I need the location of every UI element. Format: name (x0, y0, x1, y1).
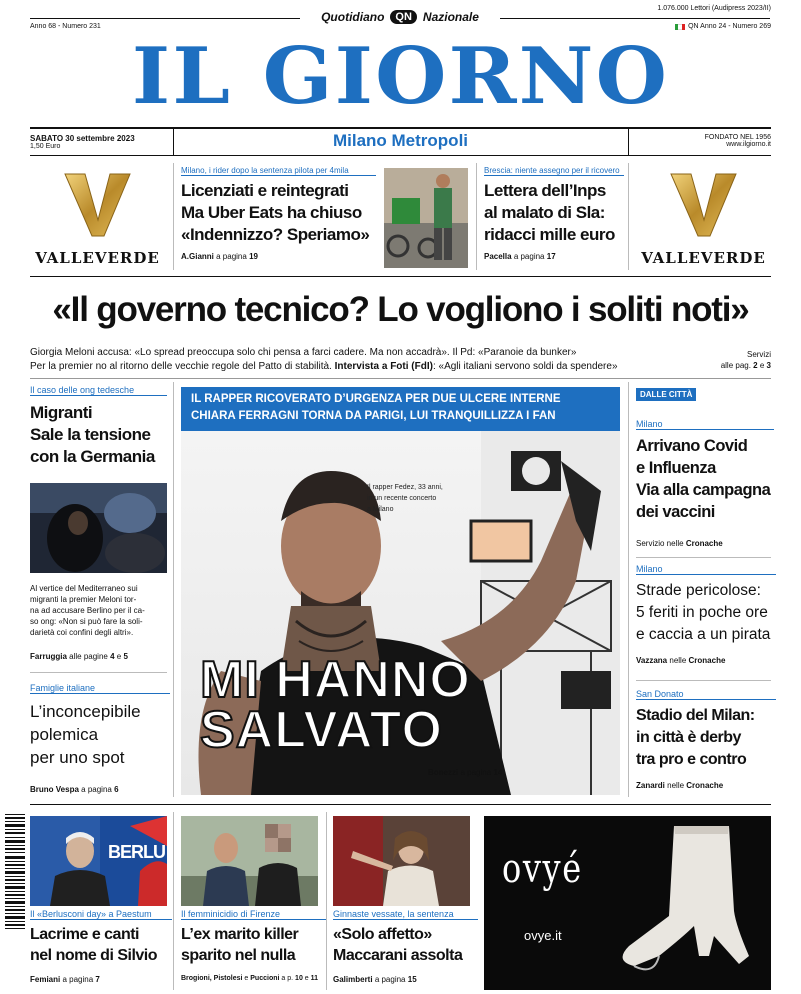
covid-byline: Servizio nelle Cronache (636, 539, 723, 548)
spot-headline: L’inconcepibile polemica per uno spot (30, 702, 141, 767)
lead-sub1: Giorgia Meloni accusa: «Lo spread preoccupa solo chi pensa a farci cadere. Ma non accadrà». Il Pd: «Paranoie da bunker» (30, 347, 577, 358)
strade-story[interactable] (636, 564, 776, 665)
migranti-byline: Farruggia alle pagine 4 e 5 (30, 652, 128, 661)
stadio-kicker: San Donato (636, 689, 776, 700)
berlusconi-kicker: Il «Berlusconi day» a Paestum (30, 909, 172, 920)
berlusconi-photo (30, 816, 167, 906)
top-story-inps[interactable] (484, 166, 624, 261)
quotidiano-label: Quotidiano (321, 10, 385, 24)
valleverde-ad-left[interactable] (30, 168, 165, 268)
spot-kicker: Famiglie italiane (30, 683, 170, 694)
ginnaste-kicker: Ginnaste vessate, la sentenza (333, 909, 478, 920)
femminicidio-byline: Brogioni, Pistolesi e Puccioni a p. 10 e 11 (181, 975, 319, 982)
femminicidio-kicker: Il femminicidio di Firenze (181, 909, 326, 920)
qn-logo: QN (390, 10, 417, 24)
berlusconi-photo-text: BERLU (108, 842, 165, 862)
lead-servizi: Servizi alle pag. 2 e 3 (720, 350, 771, 370)
ovye-brand: ovyé (502, 846, 583, 892)
story-byline: A.Gianni a pagina 19 (181, 252, 258, 261)
lead-headline[interactable]: «Il governo tecnico? Lo vogliono i soliti noti» (52, 290, 749, 329)
covid-headline: Arrivano Covid e Influenza Via alla campagna dei vaccini (636, 437, 771, 521)
ovye-ad[interactable] (484, 816, 771, 990)
section-title: Milano Metropoli (332, 131, 469, 150)
story-kicker: Milano, i rider dopo la sentenza pilota per 4mila (181, 166, 376, 176)
migranti-kicker: Il caso delle ong tedesche (30, 385, 167, 396)
femminicidio-headline: L’ex marito killer sparito nel nulla (181, 926, 299, 964)
boot-illustration (484, 816, 771, 990)
ginnaste-story[interactable] (333, 909, 478, 984)
masthead-top (0, 0, 801, 30)
valleverde-v-logo-icon (636, 168, 771, 240)
date-line (30, 134, 135, 150)
qn-bar (300, 8, 500, 26)
berlusconi-byline: Femiani a pagina 7 (30, 975, 100, 984)
dalle-citta-label: DALLE CITTÀ (636, 388, 696, 401)
stadio-story[interactable] (636, 689, 776, 790)
migranti-headline[interactable]: Migranti Sale la tensione con la Germania (30, 403, 155, 466)
anno-left: Anno 68 - Numero 231 (30, 23, 101, 30)
migranti-body: Al vertice del Mediterraneo sui migranti la premier Meloni tor- na ad accusare Berlino per il ca- so ong: «Non si può fare la soli- darietà coi confini degli altri». (30, 584, 145, 637)
italy-flag-icon (675, 24, 685, 30)
strade-byline: Vazzana nelle Cronache (636, 656, 726, 665)
story-kicker: Brescia: niente assegno per il ricovero (484, 166, 624, 176)
story-headline: Lettera dell’Inps al malato di Sla: ridacci mille euro (484, 181, 615, 244)
berlusconi-headline: Lacrime e canti nel nome di Silvio (30, 926, 158, 964)
valleverde-left-label: VALLEVERDE (35, 249, 160, 267)
covid-story[interactable] (636, 419, 774, 548)
founded: FONDATO NEL 1956 (704, 134, 771, 141)
newspaper-title: IL GIORNO (131, 31, 670, 122)
website-link[interactable]: www.ilgiorno.it (726, 141, 771, 148)
spot-story[interactable] (30, 683, 170, 794)
strade-headline: Strade pericolose: 5 feriti in poche ore e caccia a un pirata (636, 582, 771, 643)
fedez-byline: Bonezzi a pagina 14 (428, 768, 503, 777)
fedez-banner: IL RAPPER RICOVERATO D’URGENZA PER DUE ULCERE INTERNE CHIARA FERRAGNI TORNA DA PARIGI, LUI TRANQUILLIZZA I FAN (181, 387, 620, 431)
stadio-headline: Stadio del Milan: in città è derby tra pro e contro (636, 707, 755, 768)
ovye-url[interactable]: ovye.it (524, 928, 562, 943)
story-headline: Licenziati e reintegrati Ma Uber Eats ha chiuso «Indennizzo? Speriamo» (181, 181, 370, 244)
valleverde-right-label: VALLEVERDE (641, 249, 766, 267)
issue-date: SABATO 30 settembre 2023 (30, 134, 135, 143)
fedez-big-title: MI HANNO SALVATO (200, 651, 471, 759)
stadio-byline: Zanardi nelle Cronache (636, 781, 724, 790)
valleverde-v-logo-icon (30, 168, 165, 240)
lettori: 1.076.000 Lettori (Audipress 2023/II) (657, 5, 771, 12)
nazionale-label: Nazionale (422, 10, 479, 24)
strade-kicker: Milano (636, 564, 776, 575)
issue-price: 1,50 Euro (30, 143, 61, 150)
ginnaste-photo (333, 816, 470, 906)
spot-byline: Bruno Vespa a pagina 6 (30, 785, 119, 794)
covid-kicker: Milano (636, 419, 774, 430)
anno-right: QN Anno 24 - Numero 269 (675, 22, 771, 32)
lead-sub2: Per la premier no al ritorno delle vecchie regole del Patto di stabilità. Intervista a Foti (FdI): «Agli italiani servono soldi da spendere» (30, 361, 618, 372)
story-byline: Pacella a pagina 17 (484, 252, 556, 261)
femminicidio-story[interactable] (181, 909, 326, 982)
ginnaste-headline: «Solo affetto» Maccarani assolta (333, 926, 463, 964)
rider-photo (384, 168, 468, 268)
femminicidio-photo (181, 816, 318, 906)
left-column (30, 385, 167, 468)
top-story-rider[interactable] (181, 166, 376, 261)
valleverde-ad-right[interactable] (636, 168, 771, 268)
berlusconi-story[interactable] (30, 909, 172, 984)
migranti-photo (30, 483, 167, 573)
ginnaste-byline: Galimberti a pagina 15 (333, 975, 417, 984)
founded-line (705, 134, 771, 148)
barcode (3, 812, 27, 932)
fedez-caption: Il rapper Fedez, 33 anni, in un recente concerto a Milano (367, 484, 443, 513)
